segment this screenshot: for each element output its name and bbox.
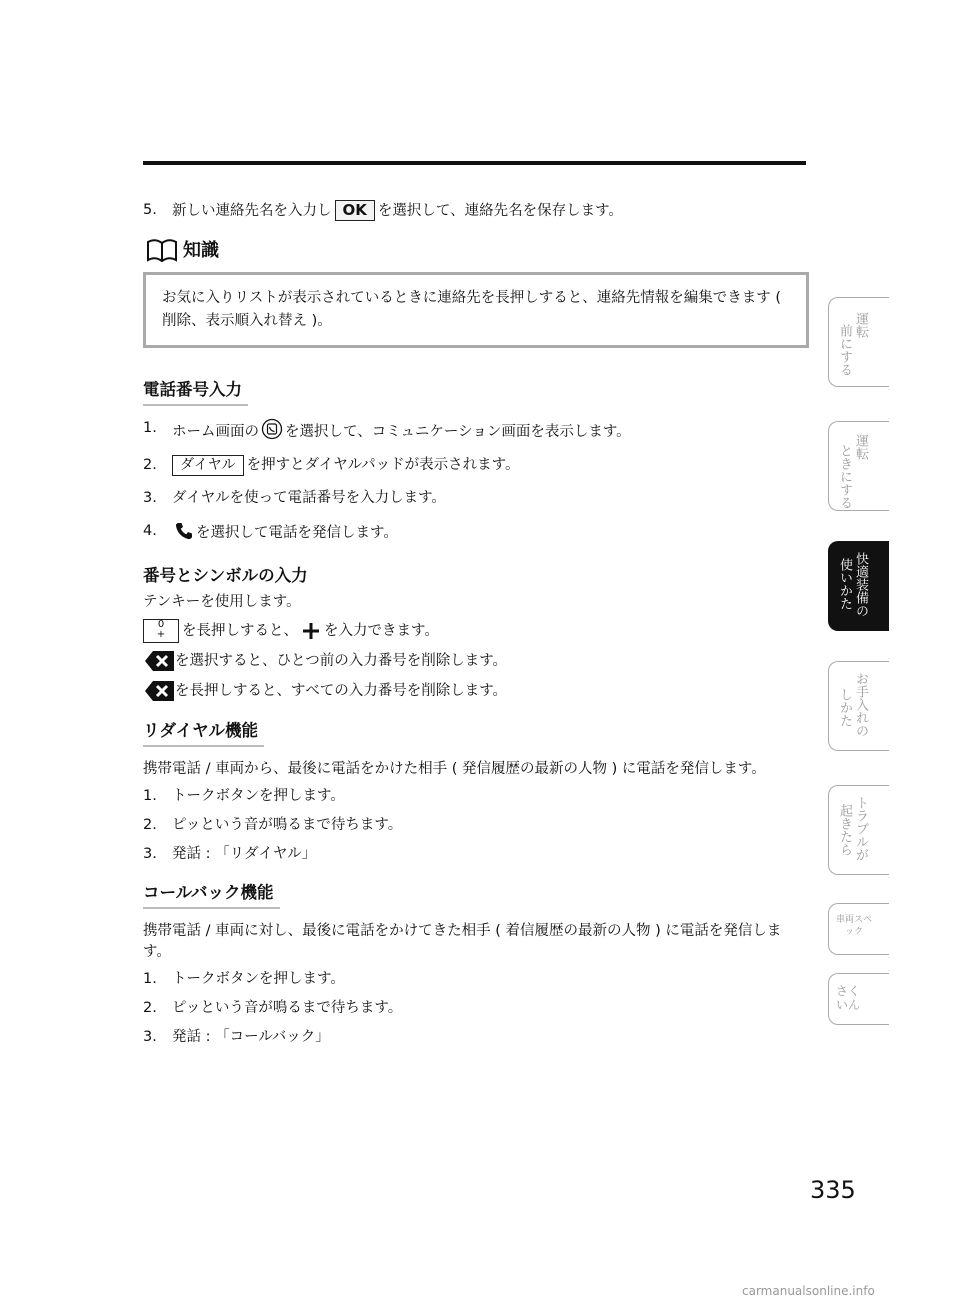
section-title-symbols: 番号とシンボルの入力 (143, 566, 308, 586)
callback-step-3: 3. 発話 : 「コールバック」 (143, 1029, 330, 1046)
zero-plus-key: 0 + (143, 619, 179, 643)
backspace-icon (143, 679, 175, 703)
step-number: 5. (143, 202, 157, 218)
dial-step-1: 1. ホーム画面の を選択して、コミュニケーション画面を表示します。 (143, 420, 631, 441)
tab-vehicle-specs[interactable]: 車両スペック (828, 903, 889, 955)
ok-key: OK (335, 200, 375, 221)
dial-step-3: 3. ダイヤルを使って電話番号を入力します。 (143, 490, 446, 507)
top-rule (143, 161, 806, 165)
footer-watermark: carmanualsonline.info (742, 1284, 875, 1298)
page-number: 335 (810, 1176, 856, 1204)
section-title-dial: 電話番号入力 (143, 378, 248, 406)
tab-maintenance[interactable]: お手入れの しかた (828, 661, 889, 751)
step-5 (143, 200, 809, 222)
symbol-line-2: を選択すると、ひとつ前の入力番号を削除します。 (143, 649, 809, 673)
tab-before-driving[interactable]: 運転 前にする (828, 297, 889, 387)
tab-while-driving[interactable]: 運転 ときにする (828, 421, 889, 511)
step-text: 新しい連絡先名を入力し OK を選択して、連絡先名を保存します。 (172, 201, 623, 219)
symbol-intro: テンキーを使用します。 (143, 594, 301, 611)
symbol-line-1: 0 + を長押しすると、 を入力できます。 (143, 619, 809, 643)
redial-step-2: 2. ピッという音が鳴るまで待ちます。 (143, 817, 403, 834)
tab-comfort-equipment[interactable]: 快適装備の 使いかた (828, 541, 889, 631)
redial-step-3: 3. 発話 : 「リダイヤル」 (143, 846, 317, 863)
symbol-line-3: を長押しすると、すべての入力番号を削除します。 (143, 679, 809, 703)
knowledge-heading (145, 238, 809, 264)
knowledge-title: 知識 (183, 240, 219, 262)
callback-step-2: 2. ピッという音が鳴るまで待ちます。 (143, 1000, 403, 1017)
callback-step-1: 1. トークボタンを押します。 (143, 971, 345, 988)
dial-key: ダイヤル (172, 455, 244, 476)
section-title-redial: リダイヤル機能 (143, 719, 264, 747)
plus-icon (302, 622, 320, 640)
dial-step-2: 2. ダイヤル を押すとダイヤルパッドが表示されます。 (143, 455, 809, 476)
knowledge-box (143, 272, 809, 348)
backspace-icon (143, 649, 175, 673)
tab-index[interactable]: さくいん (828, 973, 889, 1025)
callback-body: 携帯電話 / 車両に対し、最後に電話をかけてきた相手 ( 着信履歴の最新の人物 ) に電話を発信します。 (143, 923, 782, 961)
knowledge-body: お気に入りリストが表示されているときに連絡先を長押しすると、連絡先情報を編集できます ( 削除、表示順入れ替え )。 (162, 290, 781, 330)
section-title-callback: コールバック機能 (143, 881, 280, 909)
dial-step-4: 4. を選択して電話を発信します。 (143, 523, 398, 542)
main-content (143, 200, 809, 1060)
communication-icon (261, 418, 283, 440)
tab-troubleshooting[interactable]: トラブルが 起きたら (828, 785, 889, 875)
book-icon (145, 238, 179, 264)
phone-handset-icon (174, 521, 194, 541)
redial-body: 携帯電話 / 車両から、最後に電話をかけた相手 ( 発信履歴の最新の人物 ) に電話を発信します。 (143, 761, 766, 778)
redial-step-1: 1. トークボタンを押します。 (143, 788, 345, 805)
